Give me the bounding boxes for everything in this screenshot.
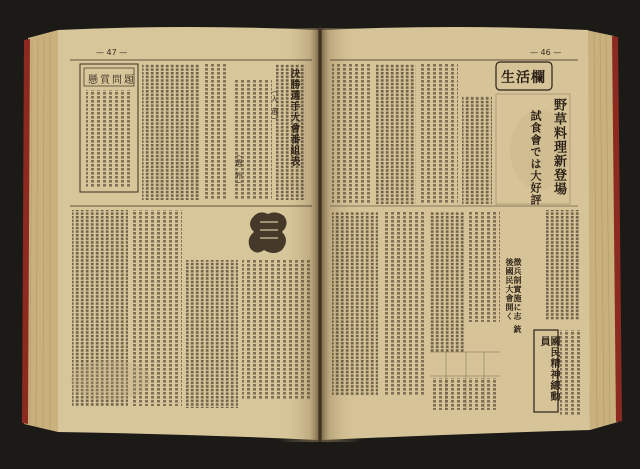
right-headline-2: 試食會では大好評 [529,110,542,206]
right-text-column [462,96,492,204]
paper-stain [70,360,150,400]
left-text-column [142,64,200,200]
right-column-badge: 生活欄 [501,70,546,86]
right-text-column [420,64,458,204]
right-page-number: — 46 — [530,48,562,57]
right-text-column [376,64,416,204]
left-page-number: — 47 — [96,48,128,57]
right-lower-text [466,212,500,322]
left-sub-heading-selected: （入 選） [270,86,279,126]
left-text-column [204,64,228,200]
right-headline-1: 野草料理新登場 [551,98,566,196]
right-lower-text [382,212,426,396]
right-text-column [332,64,372,204]
left-boxed-heading: 懸賞問題 [88,75,136,86]
right-sub-headline: 徴兵制實施に志 銃後國民大會開く [505,258,523,334]
right-table-text [432,378,498,410]
right-lower-text [430,212,464,352]
left-boxed-text [86,90,132,188]
right-boxed-notice: 國民精神總動員 [538,336,559,402]
right-lower-text [332,212,378,396]
left-lower-text [242,260,310,400]
left-lower-text [186,260,238,408]
left-sub-heading-unselected: （選 外） [234,150,243,190]
left-column-heading: 決勝選手大會番組表 [288,68,299,167]
decorative-heading-ornament [249,212,287,253]
right-lower-text [546,210,580,320]
boxed-notice-sidetext [560,330,580,416]
